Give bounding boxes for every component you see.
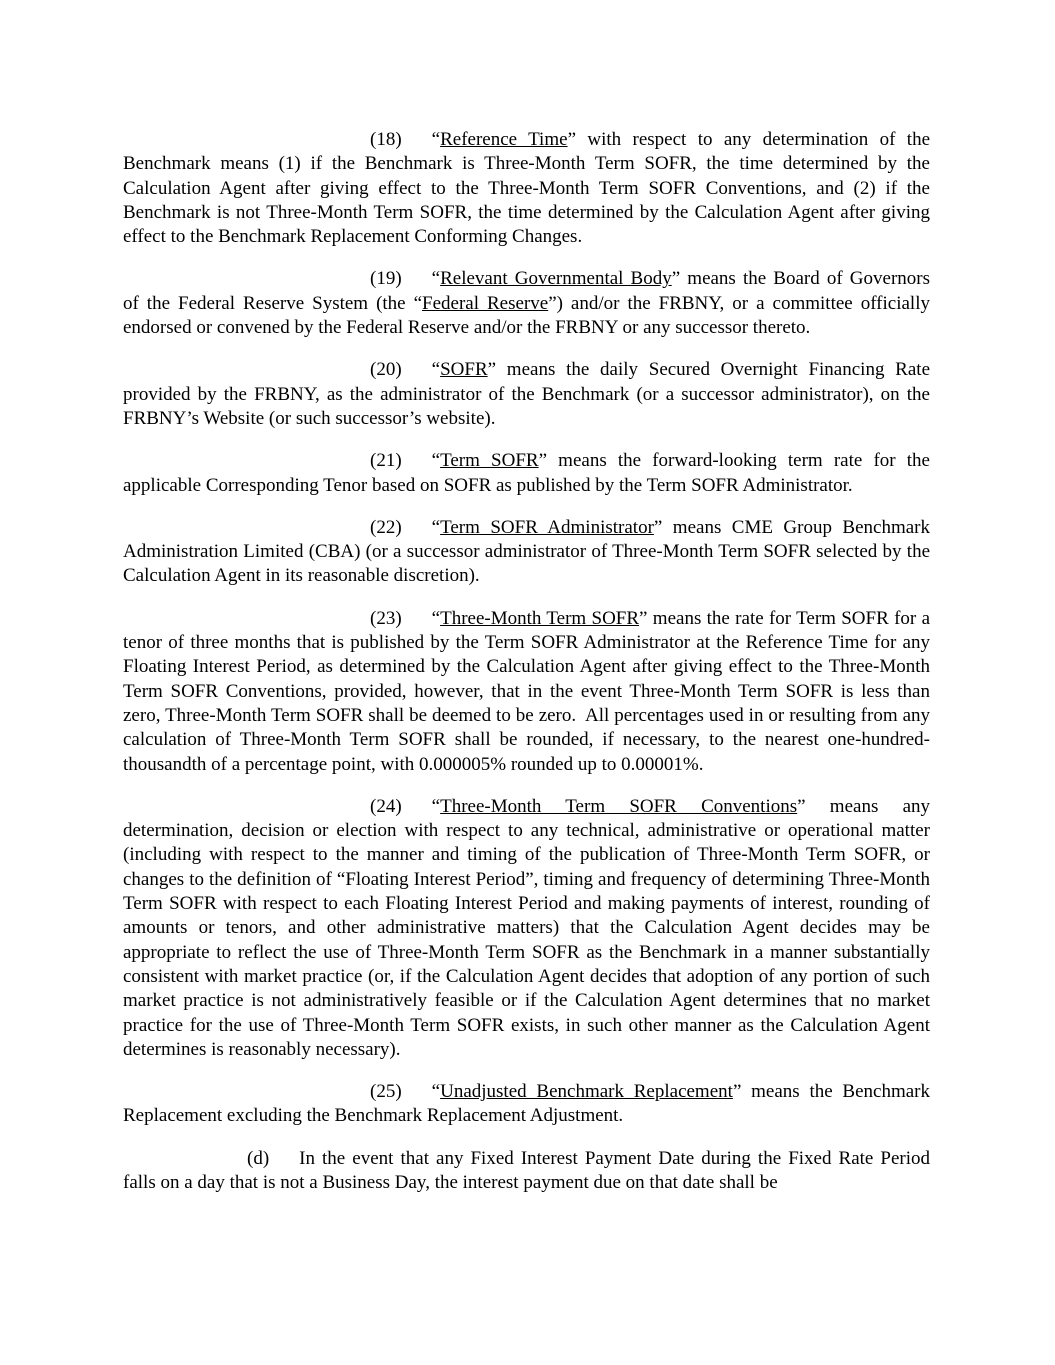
- definition-paragraph-24: [123, 795, 930, 1062]
- text-segment: “: [431, 450, 441, 472]
- paragraph-number: (25): [370, 1081, 402, 1103]
- paragraph-number: (20): [370, 359, 402, 381]
- text-segment: “: [431, 607, 441, 629]
- text-segment: “: [431, 516, 441, 538]
- text-segment: “: [431, 129, 441, 150]
- defined-term: SOFR: [440, 359, 488, 381]
- text-segment: ” means the Board of Governors of the Federal Reserve System (the “: [123, 268, 930, 314]
- definition-paragraph-19: [123, 267, 930, 340]
- definition-paragraph-18: [123, 128, 930, 249]
- text-segment: “: [431, 1081, 441, 1103]
- text-segment: “: [431, 268, 441, 290]
- paragraph-number: (23): [370, 607, 402, 629]
- text-segment: ” means the forward-looking term rate for the applicable Corresponding Tenor based on SOFR as published by the Term SOFR Administrator.: [123, 450, 930, 496]
- defined-term: Three-Month Term SOFR Conventions: [440, 795, 798, 817]
- paragraph-number: (22): [370, 516, 402, 538]
- text-segment: ” means the rate for Term SOFR for a tenor of three months that is published by the Term SOFR Administrator at the Reference Time for any Floating Interest Period, as determined by the Calculation Agent after giving effect to the Three-Month Term SOFR Conventions, provided, however, that in the event Three-Month Term SOFR is less than zero, Three-Month Term SOFR shall be deemed to be zero. All percentages used in or resulting from any calculation of Three-Month Term SOFR shall be rounded, if necessary, to the nearest one-hundred-thousandth of a percentage point, with 0.000005% rounded up to 0.00001%.: [123, 607, 930, 775]
- definition-paragraph-25: [123, 1080, 930, 1129]
- defined-term: Reference Time: [440, 129, 568, 150]
- definition-paragraph-20: [123, 358, 930, 431]
- defined-term: Term SOFR Administrator: [440, 516, 654, 538]
- paragraph-number: (19): [370, 268, 402, 290]
- text-segment: In the event that any Fixed Interest Payment Date during the Fixed Rate Period falls on a day that is not a Business Day, the interest payment due on that date shall be: [123, 1147, 930, 1193]
- defined-term: Term SOFR: [440, 450, 539, 472]
- defined-term: Federal Reserve: [422, 292, 549, 314]
- text-segment: ” means CME Group Benchmark Administration Limited (CBA) (or a successor administrator of Three-Month Term SOFR selected by the Calculation Agent in its reasonable discretion).: [123, 516, 930, 587]
- paragraphs-container: [123, 128, 930, 1195]
- text-segment: ” means any determination, decision or election with respect to any technical, administrative or operational matter (including with respect to the manner and timing of the publication of Three-Month Term SOFR, or changes to the definition of “Floating Interest Period”, timing and frequency of determining Three-Month Term SOFR with respect to each Floating Interest Period and making payments of interest, rounding of amounts or tenors, and other administrative matters) that the Calculation Agent decides may be appropriate to reflect the use of Three-Month Term SOFR as the Benchmark in a manner substantially consistent with market practice (or, if the Calculation Agent decides that adoption of any portion of such market practice is not administratively feasible or if the Calculation Agent determines that no market practice for the use of Three-Month Term SOFR exists, in such other manner as the Calculation Agent determines is reasonably necessary).: [123, 795, 930, 1060]
- paragraph-number: (24): [370, 795, 402, 817]
- paragraph-number: (d): [247, 1147, 270, 1169]
- text-segment: ” means the daily Secured Overnight Financing Rate provided by the FRBNY, as the administrator of the Benchmark (or a successor administrator), on the FRBNY’s Website (or such successor’s website).: [123, 359, 930, 429]
- definition-paragraph-d: [123, 1147, 930, 1196]
- defined-term: Relevant Governmental Body: [440, 268, 672, 290]
- text-segment: “: [431, 795, 441, 817]
- definition-paragraph-21: [123, 449, 930, 498]
- text-segment: ” means the Benchmark Replacement excluding the Benchmark Replacement Adjustment.: [123, 1081, 931, 1127]
- text-segment: “: [431, 359, 441, 381]
- text-segment: ”) and/or the FRBNY, or a committee officially endorsed or convened by the Federal Reserve and/or the FRBNY or any successor thereto.: [123, 292, 930, 339]
- defined-term: Three-Month Term SOFR: [440, 607, 640, 629]
- text-segment: ” with respect to any determination of the Benchmark means (1) if the Benchmark is Three-Month Term SOFR, the time determined by the Calculation Agent after giving effect to the Three-Month Term SOFR Conventions, and (2) if the Benchmark is not Three-Month Term SOFR, the time determined by the Calculation Agent after giving effect to the Benchmark Replacement Conforming Changes.: [123, 129, 930, 248]
- definition-paragraph-23: [123, 607, 930, 777]
- paragraph-number: (18): [370, 129, 402, 150]
- defined-term: Unadjusted Benchmark Replacement: [440, 1081, 733, 1103]
- paragraph-number: (21): [370, 450, 402, 472]
- definition-paragraph-22: [123, 516, 930, 589]
